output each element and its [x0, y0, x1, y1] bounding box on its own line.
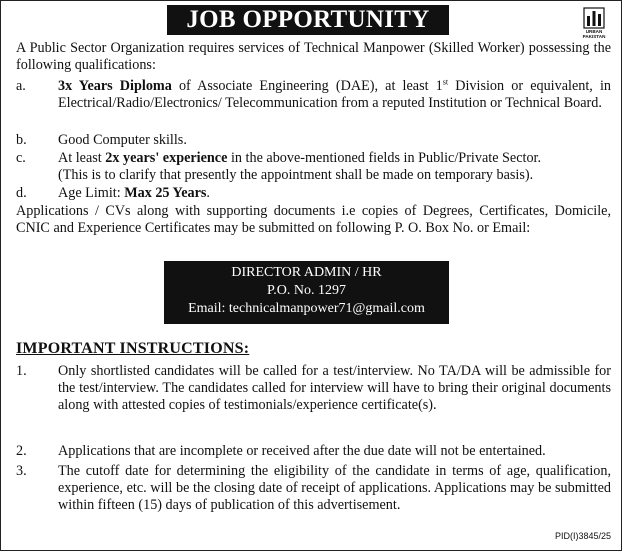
page-title: JOB OPPORTUNITY: [167, 5, 449, 35]
qualification-label: c.: [16, 150, 26, 166]
instruction-number: 1.: [16, 363, 27, 379]
job-advertisement: JOB OPPORTUNITY URBAN PAKISTAN A Public Sector Organization requires services of Technical Manpower (Skilled Worker) possessing the following qualifications: a. 3x Years Diploma of Associate Engineering (DAE), at least 1st Division or equivalent, in Electrical/Radio/Electronics/ Telecommunication from a reputed Institution or Technical Board. b. Good Computer skills. c. At least 2x years' experience in the above-mentioned fields in Public/Private Sector. (This is to clarify that presently the appointment shall be made on temporary basis). d. Age Limit: Max 25 Years. Applications / CVs along with supporting documents i.e copies of Degrees, Certificates, Domicile, CNIC and Experience Certificates may be submitted on following P. O. Box No. or Email: DIRECTOR ADMIN / HR P.O. No. 1297 Email: technicalmanpower71@gmail.com IMPORTANT INSTRUCTIONS: 1. Only shortlisted candidates will be called for a test/interview. No TA/DA will be admissible for the test/interview. The candidates called for interview will have to bring their original documents along with attested copies of testimonials/experience certificate(s). 2. Applications that are incomplete or received after the due date will not be entertained. 3. The cutoff date for determining the eligibility of the candidate in terms of age, qualification, experience, etc. will be the closing date of receipt of applications. Applications may be submitted within fifteen (15) days of publication of this advertisement. PID(I)3845/25: [0, 0, 622, 551]
qualification-label: d.: [16, 185, 27, 201]
instruction-text: The cutoff date for determining the eligibility of the candidate in terms of age, qualification, experience, etc. will be the closing date of receipt of applications. Applications may be submitted within fifteen (15) days of publication of this advertisement.: [58, 463, 611, 513]
instruction-text: Only shortlisted candidates will be called for a test/interview. No TA/DA will be admissible for the test/interview. The candidates called for interview will have to bring their original documents along with attested copies of testimonials/experience certificate(s).: [58, 363, 611, 413]
qualification-highlight: 3x Years Diploma: [58, 78, 172, 94]
contact-box: [164, 261, 449, 324]
qualification-note: (This is to clarify that presently the appointment shall be made on temporary basis).: [58, 167, 534, 183]
qualification-label: b.: [16, 132, 27, 148]
intro-paragraph: A Public Sector Organization requires services of Technical Manpower (Skilled Worker) possessing the following qualifications:: [16, 40, 611, 73]
contact-email: Email: technicalmanpower71@gmail.com: [188, 301, 425, 316]
applications-paragraph: Applications / CVs along with supporting documents i.e copies of Degrees, Certificates, Domicile, CNIC and Experience Certificates may be submitted on following P. O. Box No. or Email:: [16, 203, 611, 236]
logo-label-1: URBAN: [585, 29, 603, 34]
logo-label-2: PAKISTAN: [582, 34, 606, 39]
publication-id: PID(I)3845/25: [554, 531, 611, 541]
qualification-highlight: 2x years' experience: [105, 150, 228, 166]
contact-po-box: P.O. No. 1297: [267, 283, 346, 298]
qualification-highlight: Max 25 Years: [124, 185, 207, 201]
qualification-label: a.: [16, 78, 26, 94]
instruction-number: 2.: [16, 443, 27, 459]
instructions-heading: IMPORTANT INSTRUCTIONS:: [16, 340, 250, 357]
building-icon: [583, 7, 605, 29]
contact-name: DIRECTOR ADMIN / HR: [231, 265, 382, 280]
instruction-text: Applications that are incomplete or received after the due date will not be entertained.: [58, 443, 546, 459]
organization-logo: [577, 7, 611, 41]
instruction-number: 3.: [16, 463, 27, 479]
